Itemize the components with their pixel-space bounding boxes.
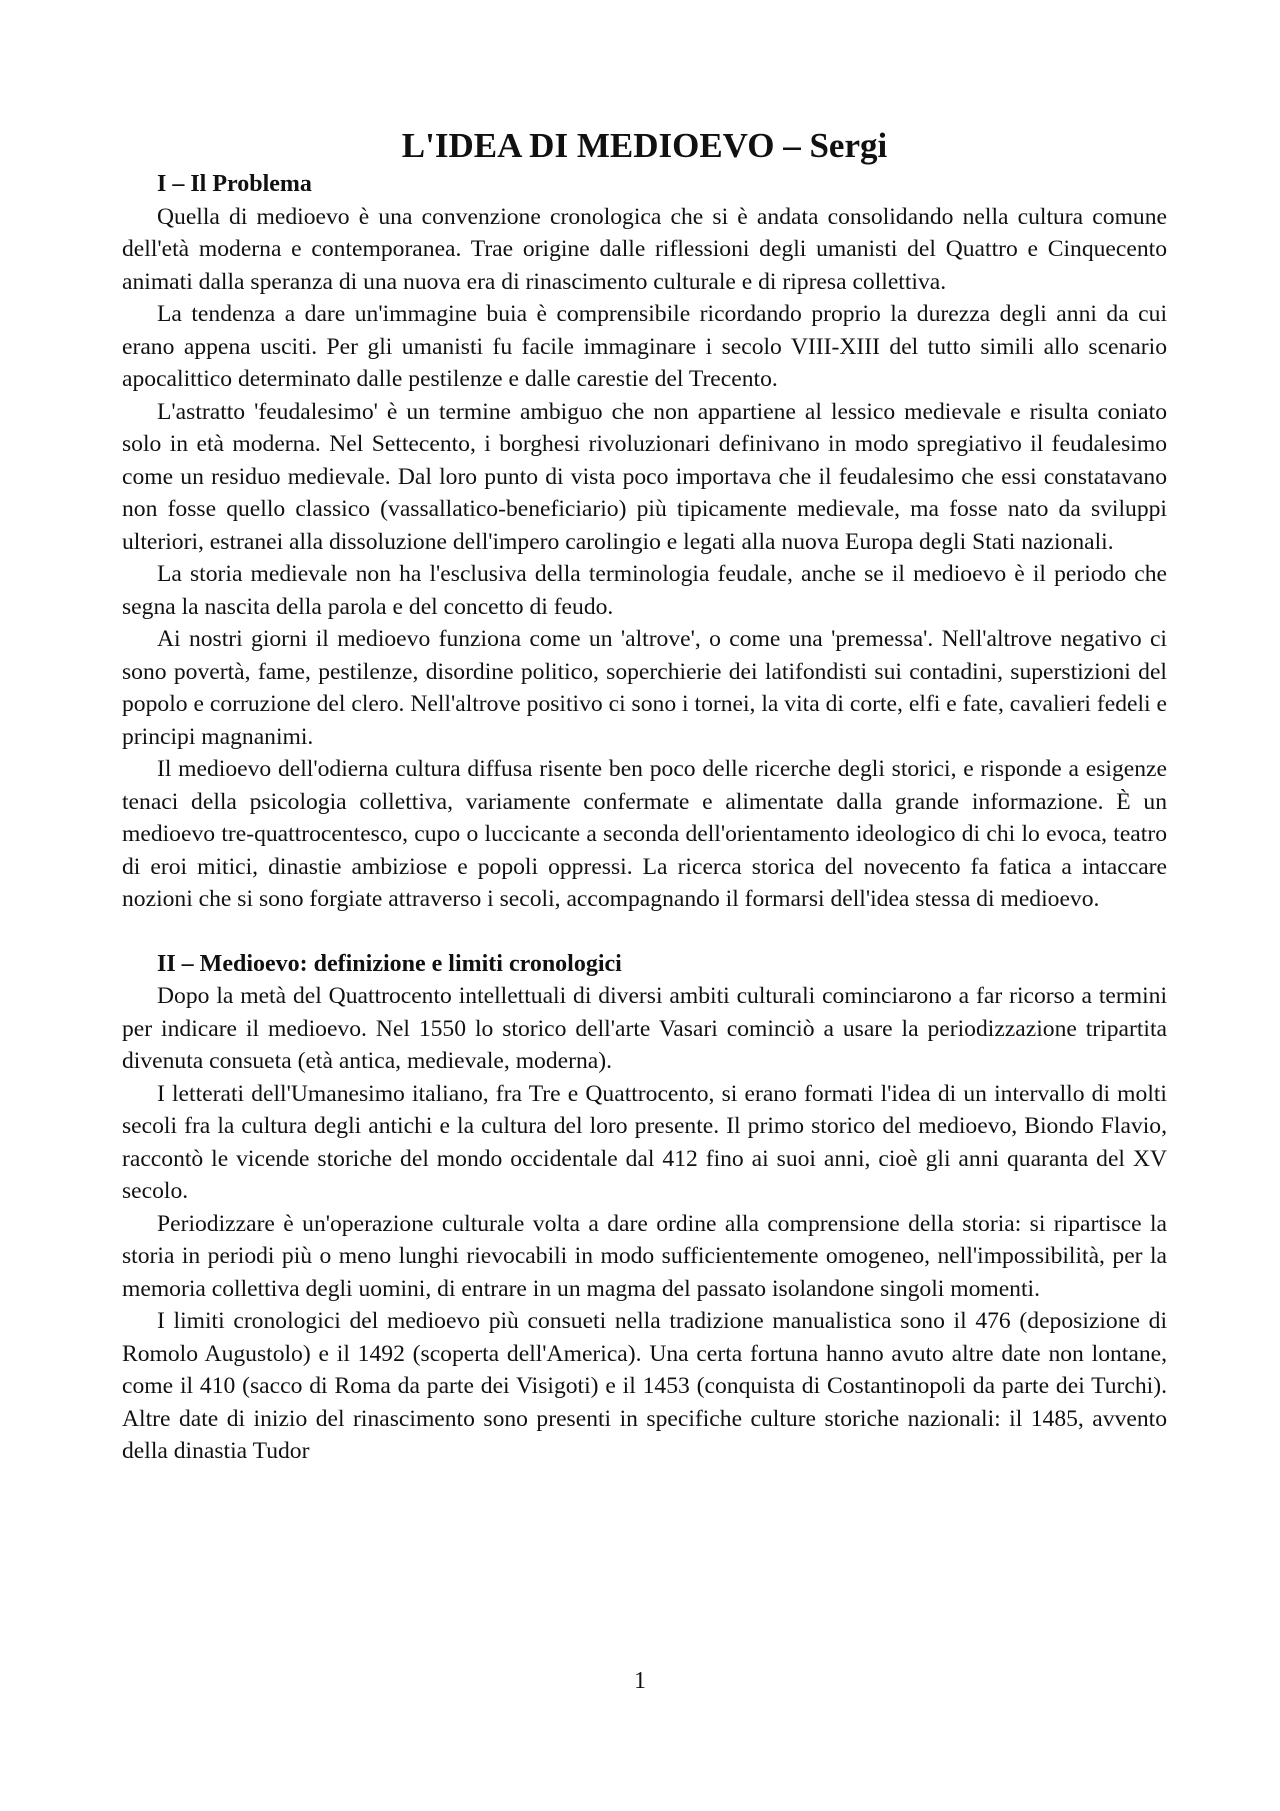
paragraph: Il medioevo dell'odierna cultura diffusa risente ben poco delle ricerche degli storici, e risponde a esigenze tenaci della psicologia collettiva, variamente confermate e alimentate dalla grande informazione. È un medioevo tre-quattrocentesco, cupo o luccicante a seconda dell'orientamento ideologico di chi lo evoca, teatro di eroi mitici, dinastie ambiziose e popoli oppressi. La ricerca storica del novecento fa fatica a intaccare nozioni che si sono forgiate attraverso i secoli, accompagnando il formarsi dell'idea stessa di medioevo. [122, 756, 1167, 912]
paragraph: La tendenza a dare un'immagine buia è comprensibile ricordando proprio la durezza degli anni da cui erano appena usciti. Per gli umanisti fu facile immaginare i secolo VIII-XIII del tutto simili allo scenario apocalittico determinato dalle pestilenze e dalle carestie del Trecento. [122, 301, 1167, 392]
paragraph: Dopo la metà del Quattrocento intellettuali di diversi ambiti culturali cominciarono a far ricorso a termini per indicare il medioevo. Nel 1550 lo storico dell'arte Vasari cominciò a usare la periodizzazione tripartita divenuta consueta (età antica, medievale, moderna). [122, 983, 1167, 1074]
paragraph: Periodizzare è un'operazione culturale volta a dare ordine alla comprensione della storia: si ripartisce la storia in periodi più o meno lunghi rievocabili in modo sufficientemente omogeneo, nell'impossibilità, per la memoria collettiva degli uomini, di entrare in un magma del passato isolandone singoli momenti. [122, 1210, 1167, 1302]
section-definizione [122, 948, 1167, 1468]
paragraph: Quella di medioevo è una convenzione cronologica che si è andata consolidando nella cultura comune dell'età moderna e contemporanea. Trae origine dalle riflessioni degli umanisti del Quattro e Cinquecento animati dalla speranza di una nuova era di rinascimento culturale e di ripresa collettiva. [122, 203, 1167, 295]
paragraph: L'astratto 'feudalesimo' è un termine ambiguo che non appartiene al lessico medievale e risulta coniato solo in età moderna. Nel Settecento, i borghesi rivoluzionari definivano in modo spregiativo il feudalesimo come un residuo medievale. Dal loro punto di vista poco importava che il feudalesimo che essi constatavano non fosse quello classico (vassallatico-beneficiario) più tipicamente medievale, ma fosse nato da sviluppi ulteriori, estranei alla dissoluzione dell'impero carolingio e legati alla nuova Europa degli Stati nazionali. [122, 398, 1167, 555]
paragraph: I limiti cronologici del medioevo più consueti nella tradizione manualistica sono il 476 (deposizione di Romolo Augustolo) e il 1492 (scoperta dell'America). Una certa fortuna hanno avuto altre date non lontane, come il 410 (sacco di Roma da parte dei Visigoti) e il 1453 (conquista di Costantinopoli da parte dei Turchi). Altre date di inizio del rinascimento sono presenti in specifiche culture storiche nazionali: il 1485, avvento della dinastia Tudor [122, 1308, 1167, 1464]
paragraph: Ai nostri giorni il medioevo funziona come un 'altrove', o come una 'premessa'. Nell'altrove negativo ci sono povertà, fame, pestilenze, disordine politico, soperchierie dei latifondisti sui contadini, superstizioni del popolo e corruzione del clero. Nell'altrove positivo ci sono i tornei, la vita di corte, elfi e fate, cavalieri fedeli e principi magnanimi. [122, 626, 1167, 750]
document-page [122, 118, 1167, 1468]
section-heading: I – Il Problema [157, 171, 312, 197]
paragraph: I letterati dell'Umanesimo italiano, fra Tre e Quattrocento, si erano formati l'idea di un intervallo di molti secoli fra la cultura degli antichi e la cultura del loro presente. Il primo storico del medioevo, Biondo Flavio, raccontò le vicende storiche del mondo occidentale dal 412 fino ai suoi anni, cioè gli anni quaranta del XV secolo. [122, 1080, 1167, 1204]
section-problema [122, 168, 1167, 916]
document-title: L'IDEA DI MEDIOEVO – Sergi [401, 126, 888, 165]
section-heading: II – Medioevo: definizione e limiti cronologici [157, 950, 622, 977]
paragraph: La storia medievale non ha l'esclusiva della terminologia feudale, anche se il medioevo è il periodo che segna la nascita della parola e del concetto di feudo. [122, 561, 1167, 620]
page-number: 1 [634, 1668, 646, 1694]
